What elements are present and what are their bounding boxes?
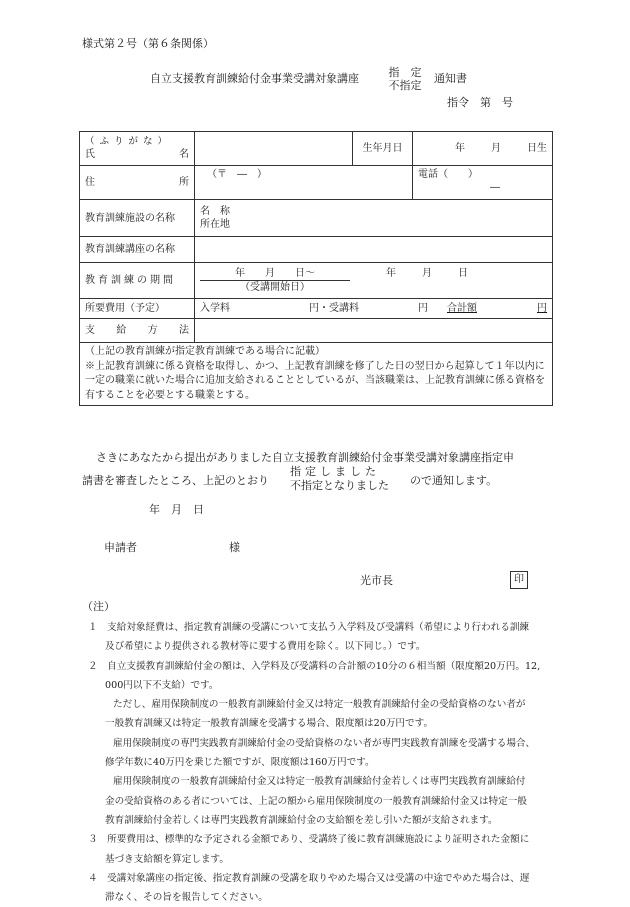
facility-field[interactable]	[195, 200, 553, 237]
honorific: 様	[229, 541, 240, 554]
body-options	[290, 465, 389, 494]
period-end-month: 月	[422, 268, 432, 279]
payment-label-4: 法	[178, 325, 189, 336]
name-label-part-1: 氏	[85, 149, 95, 161]
note-3-line-1: ３ 所要費用は、標準的な予定される金額であり、受講終了後に教育訓練施設により証明された金額に	[88, 834, 530, 846]
cost-field[interactable]	[195, 299, 553, 319]
form-number: 様式第２号（第６条関係）	[82, 37, 214, 50]
notes-heading: （注）	[82, 600, 115, 613]
period-field[interactable]	[195, 263, 553, 299]
furigana-label: （ふりがな）	[85, 135, 173, 147]
note-2-line-1: ２ 自立支援教育訓練給付金の額は、入学料及び受講料の合計額の10分の６相当額（限度額20万円。12,	[88, 660, 541, 672]
period-start: 年 月 日〜	[200, 267, 350, 281]
address-field[interactable]	[195, 166, 413, 200]
postal-mark: （〒 ― ）	[207, 169, 267, 180]
note-2-line-9: 教育訓練給付金若しくは専門実践教育訓練給付金の支給額を差し引いた額が支給されます。	[105, 814, 498, 826]
facility-name-label: 名 称	[200, 206, 230, 217]
mayor-name: 光市長	[360, 574, 393, 587]
address-label-part-2: 所	[179, 177, 189, 188]
body-line-2: 請書を審査したところ、上記のとおり	[82, 474, 269, 487]
birth-month: 月	[491, 143, 501, 154]
course-field[interactable]	[195, 237, 553, 263]
body-option-designated: 指定しました	[290, 465, 380, 478]
seal-mark: 印	[510, 571, 528, 589]
row-address	[80, 166, 553, 200]
row-name	[80, 132, 553, 166]
title-main: 自立支援教育訓練給付金事業受講対象講座	[150, 72, 359, 85]
facility-label: 教育訓練施設の名称	[80, 200, 195, 237]
name-field[interactable]	[195, 132, 353, 166]
note-2-line-5: 雇用保険制度の専門実践教育訓練給付金の受給資格のない者が専門実践教育訓練を受講する場合、	[113, 737, 536, 749]
note-2-line-8: 金の受給資格のある者については、上記の額から雇用保険制度の一般教育訓練給付金又は特定一般	[105, 795, 527, 807]
row-period	[80, 263, 553, 299]
birth-field[interactable]	[413, 132, 553, 166]
row-facility	[80, 200, 553, 237]
row-cost	[80, 299, 553, 319]
birth-label: 生年月日	[353, 132, 413, 166]
note-2-line-7: 雇用保険制度の一般教育訓練給付金又は特定一般教育訓練給付金若しくは専門実践教育訓練給付	[113, 776, 526, 788]
applicant-label: 申請者	[104, 541, 137, 554]
note-title: （上記の教育訓練が指定教育訓練である場合に記載）	[85, 346, 325, 357]
cost-total-yen: 円	[537, 303, 547, 314]
note-3-line-2: 基づき支給額を算定します。	[105, 853, 229, 865]
phone-dash: ―	[490, 182, 500, 193]
payment-label-3: 方	[147, 325, 158, 336]
note-4-line-1: ４ 受講対象講座の指定後、指定教育訓練の受講を取りやめた場合又は受講の中途でやめた場合は、遅	[88, 872, 530, 884]
address-label-cell	[80, 166, 195, 200]
document-number: 指令 第 号	[447, 96, 513, 109]
address-label-part-1: 住	[85, 177, 95, 188]
phone-label: 電話（ ）	[418, 169, 478, 180]
period-label: 教育訓練の期間	[80, 263, 195, 299]
payment-label-cell	[80, 319, 195, 343]
body-line-1: さきにあなたから提出がありました自立支援教育訓練給付金事業受講対象講座指定申	[96, 451, 514, 464]
notes-list	[88, 618, 558, 907]
facility-location-label: 所在地	[200, 219, 230, 230]
note-1-line-1: １ 支給対象経費は、指定教育訓練の受講について支払う入学料及び受講料（希望により行われる訓練	[88, 622, 530, 633]
cost-tuition: 円・受講料	[309, 303, 359, 314]
period-end-day: 日	[458, 268, 468, 279]
cost-yen: 円	[418, 303, 428, 314]
note-2-line-2: 000円以下不支給）です。	[105, 679, 219, 691]
birth-day: 日生	[527, 143, 547, 154]
notice-date: 年 月 日	[149, 503, 204, 516]
note-4-line-2: 滞なく、その旨を報告してください。	[105, 892, 268, 904]
birth-year: 年	[455, 143, 465, 154]
note-2-line-6: 修学年数に40万円を乗じた額ですが、限度額は160万円です。	[105, 757, 375, 769]
row-course	[80, 237, 553, 263]
payment-field[interactable]	[195, 319, 553, 343]
body-option-not-designated: 不指定となりました	[290, 479, 389, 493]
name-label-part-2: 名	[179, 149, 189, 161]
note-1-line-2: 及び希望により提供される教材等に要する費用を除く。以下同じ。）です。	[105, 641, 426, 653]
period-end-year: 年	[386, 268, 396, 279]
name-label-cell	[80, 132, 195, 166]
note-body: ※上記教育訓練に係る資格を取得し、かつ、上記教育訓練を修了した日の翌日から起算して１年以内に一定の職業に就いた場合に追加支給されることとしているが、当該職業は、上記教育訓練に係る資格を有することを必要とする職業とする。	[85, 360, 545, 401]
row-payment	[80, 319, 553, 343]
body-line-2-tail: ので通知します。	[410, 474, 498, 487]
title-options	[385, 66, 425, 92]
period-start-note: （受講開始日）	[240, 282, 310, 293]
note-cell	[80, 343, 553, 406]
application-table	[79, 131, 553, 406]
note-2-line-4: 一般教育訓練又は特定一般教育訓練を受講する場合、限度額は20万円です。	[105, 718, 434, 730]
payment-label-2: 給	[116, 325, 127, 336]
title-option-not-designate: 不指定	[388, 79, 422, 93]
course-label: 教育訓練講座の名称	[80, 237, 195, 263]
cost-total: 合計額	[447, 303, 477, 314]
row-note	[80, 343, 553, 406]
title-option-designate: 指 定	[388, 66, 422, 79]
payment-label-1: 支	[85, 325, 95, 336]
note-2-line-3: ただし、雇用保険制度の一般教育訓練給付金又は特定一般教育訓練給付金の受給資格のない者が	[113, 699, 526, 711]
cost-label: 所要費用（予定）	[80, 299, 195, 319]
phone-field[interactable]	[413, 166, 553, 200]
title-tail: 通知書	[434, 72, 467, 85]
cost-admission: 入学料	[200, 303, 230, 314]
